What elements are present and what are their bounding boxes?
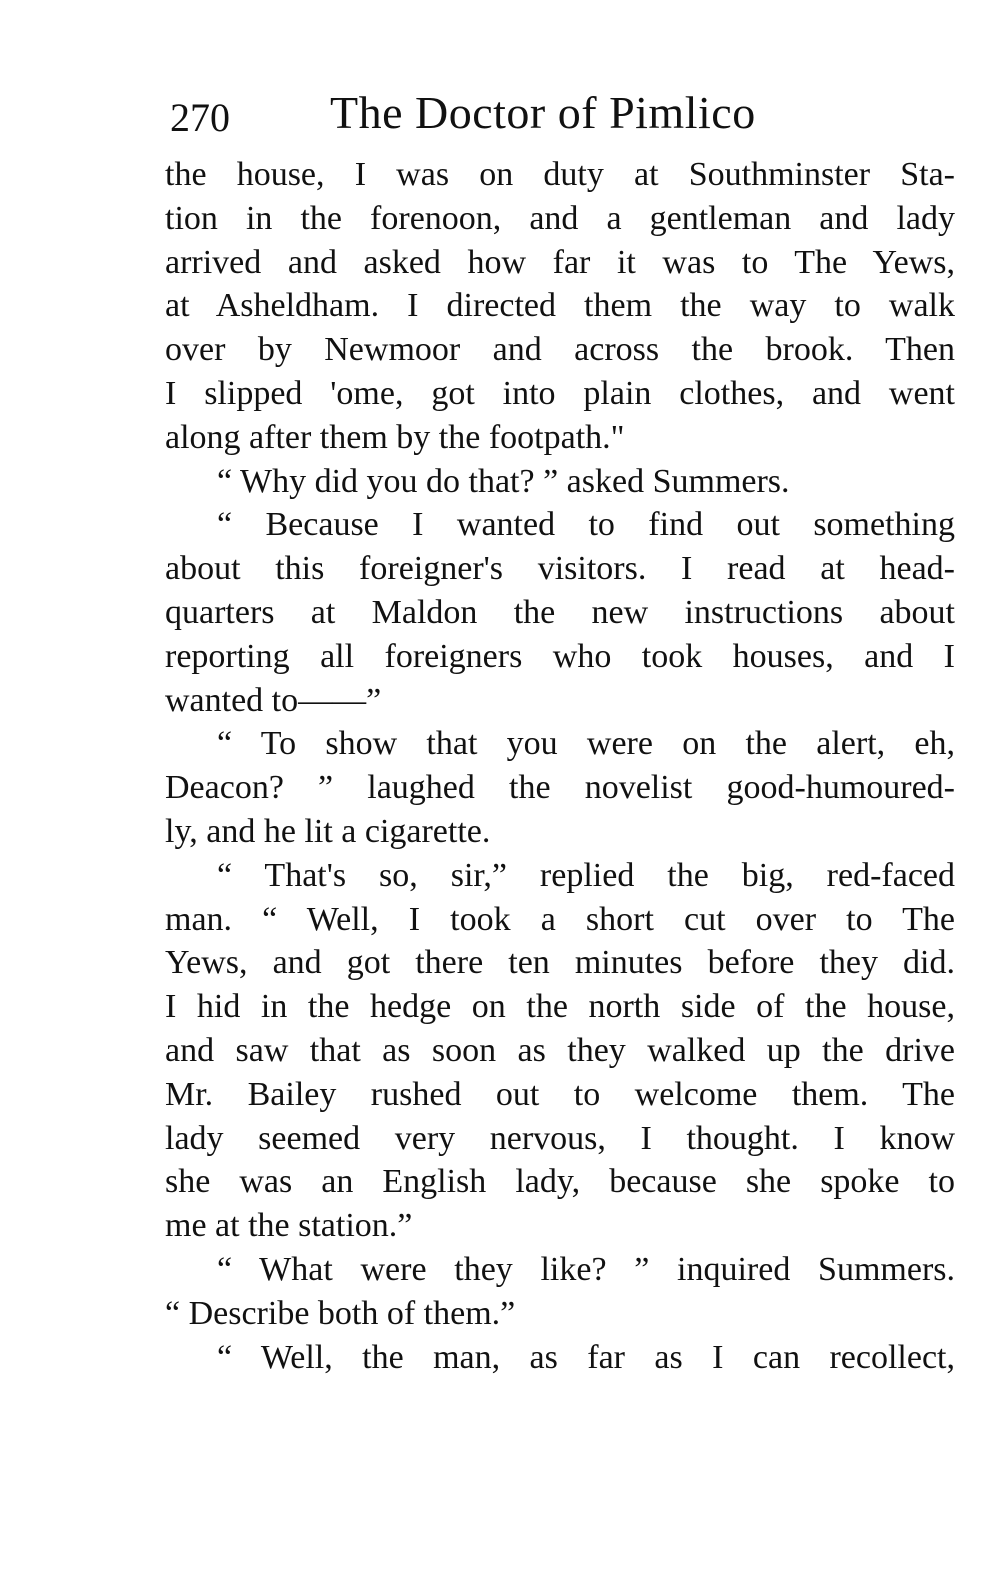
text-line: “ To show that you were on the alert, eh, xyxy=(217,725,955,763)
text-line: tion in the forenoon, and a gentleman and lady xyxy=(165,199,955,237)
text-line: quarters at Maldon the new instructions about xyxy=(165,593,955,631)
text-line: “ What were they like? ” inquired Summers. xyxy=(217,1250,955,1288)
page-number: 270 xyxy=(170,95,230,140)
text-line: I hid in the hedge on the north side of the house, xyxy=(165,988,955,1026)
body-text xyxy=(165,153,955,1379)
text-line: man. “ Well, I took a short cut over to The xyxy=(165,900,955,938)
text-line: the house, I was on duty at Southminster Sta- xyxy=(165,156,955,193)
text-line: and saw that as soon as they walked up the drive xyxy=(165,1031,955,1069)
text-line: over by Newmoor and across the brook. Then xyxy=(165,331,955,369)
text-line: I slipped 'ome, got into plain clothes, and went xyxy=(165,374,955,412)
text-line: “ Why did you do that? ” asked Summers. xyxy=(217,462,790,500)
text-line: Yews, and got there ten minutes before they did. xyxy=(165,944,955,982)
text-line: “ That's so, sir,” replied the big, red-faced xyxy=(217,856,955,894)
text-line: lady seemed very nervous, I thought. I know xyxy=(165,1119,955,1157)
text-line: “ Describe both of them.” xyxy=(165,1294,516,1332)
text-line: “ Because I wanted to find out something xyxy=(217,506,955,544)
text-line: Deacon? ” laughed the novelist good-humoured- xyxy=(165,769,955,807)
text-line: Mr. Bailey rushed out to welcome them. The xyxy=(165,1075,955,1113)
text-line: reporting all foreigners who took houses, and I xyxy=(165,637,955,675)
text-line: wanted to——” xyxy=(165,681,382,719)
text-line: about this foreigner's visitors. I read at head- xyxy=(165,550,955,588)
text-line: arrived and asked how far it was to The Yews, xyxy=(165,243,955,281)
running-title: The Doctor of Pimlico xyxy=(330,87,756,138)
text-line: she was an English lady, because she spoke to xyxy=(165,1163,955,1201)
text-line: ly, and he lit a cigarette. xyxy=(165,812,491,850)
text-line: along after them by the footpath." xyxy=(165,418,625,456)
page-header xyxy=(170,80,950,144)
text-line: me at the station.” xyxy=(165,1207,413,1245)
text-line: at Asheldham. I directed them the way to walk xyxy=(165,287,955,325)
text-line: “ Well, the man, as far as I can recollect, xyxy=(217,1338,955,1376)
